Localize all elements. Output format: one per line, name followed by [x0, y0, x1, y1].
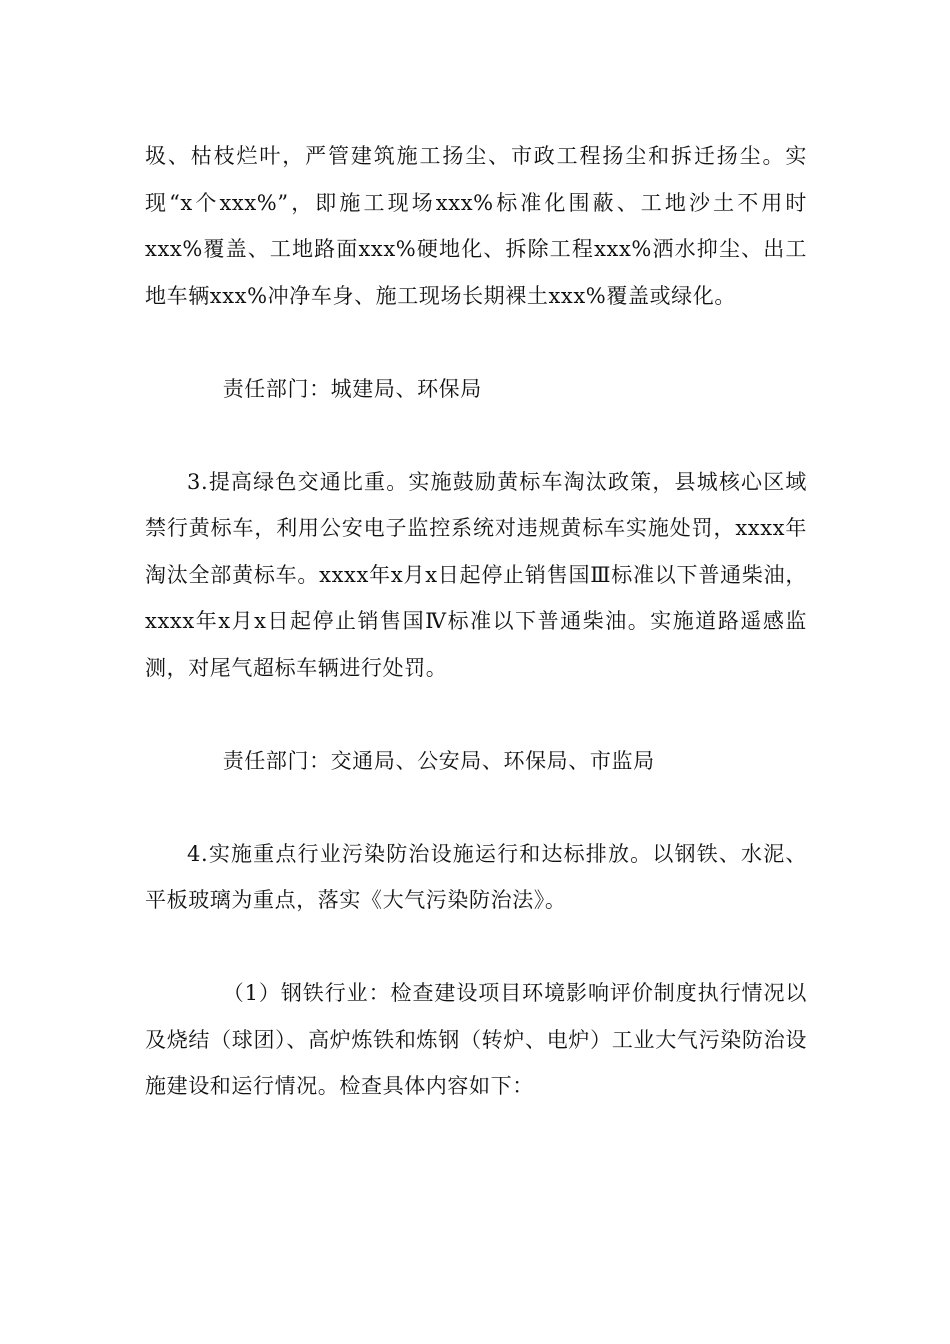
- responsible-departments-2: 责任部门：交通局、公安局、环保局、市监局: [222, 748, 655, 773]
- paragraph-gap: [145, 412, 807, 459]
- paragraph-green-transport: 3.提高绿色交通比重。实施鼓励黄标车淘汰政策，县城核心区域禁行黄标车，利用公安电子监控系统对违规黄标车实施处罚，xxxx年淘汰全部黄标车。xxxx年x月x日起停止销售国Ⅲ标准以下普通柴油，xxxx年x月x日起停止销售国Ⅳ标准以下普通柴油。实施道路遥感监测，对尾气超标车辆进行处罚。: [145, 469, 807, 680]
- paragraph-gap: [145, 319, 807, 366]
- paragraph-dust-control: 圾、枯枝烂叶，严管建筑施工扬尘、市政工程扬尘和拆迁扬尘。实现“x个xxx%”，即施工现场xxx%标准化围蔽、工地沙土不用时xxx%覆盖、工地路面xxx%硬地化、拆除工程xxx%洒水抑尘、出工地车辆xxx%冲净车身、施工现场长期裸土xxx%覆盖或绿化。: [145, 144, 807, 308]
- paragraph-gap: [145, 784, 807, 831]
- paragraph-steel-industry: （1）钢铁行业：检查建设项目环境影响评价制度执行情况以及烧结（球团）、高炉炼铁和炼钢（转炉、电炉）工业大气污染防治设施建设和运行情况。检查具体内容如下：: [145, 981, 807, 1098]
- responsible-departments-1: 责任部门：城建局、环保局: [222, 376, 482, 401]
- document-body: [145, 133, 807, 1110]
- paragraph-gap: [145, 924, 807, 971]
- paragraph-gap: [145, 691, 807, 738]
- paragraph-industry-pollution: 4.实施重点行业污染防治设施运行和达标排放。以钢铁、水泥、平板玻璃为重点，落实《大气污染防治法》。: [145, 841, 807, 912]
